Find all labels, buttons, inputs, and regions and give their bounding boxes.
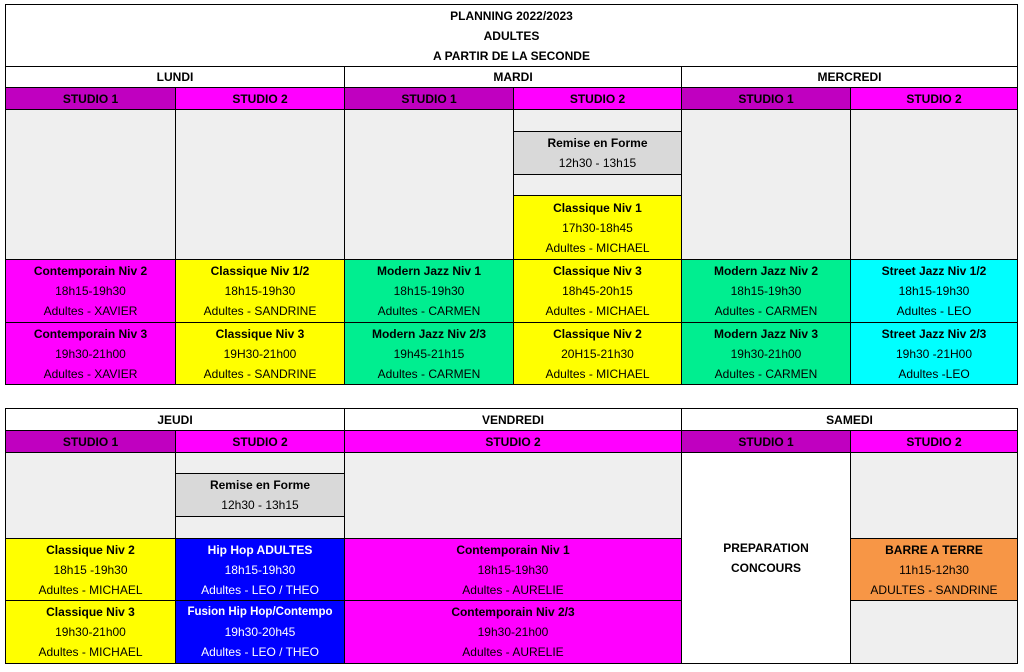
mardi-studio-2: STUDIO 2: [513, 87, 682, 110]
class-time: 19h30-21h00: [477, 625, 549, 639]
day-lundi: LUNDI: [5, 66, 345, 88]
title-line-1: PLANNING 2022/2023: [450, 8, 573, 23]
class-block: [5, 538, 176, 601]
class-block: [850, 322, 1018, 385]
class-title: Classique Niv 3: [553, 264, 642, 278]
class-block: [850, 259, 1018, 323]
class-title: Fusion Hip Hop/Contempo: [187, 606, 333, 618]
class-title: Remise en Forme: [547, 136, 648, 150]
class-block: [175, 538, 345, 601]
empty-slot: [344, 452, 682, 539]
mardi-studio-1: STUDIO 1: [344, 87, 514, 110]
class-time: 18h15-19h30: [224, 562, 296, 577]
class-block: [344, 538, 682, 601]
mercredi-studio-2: STUDIO 2: [850, 87, 1018, 110]
class-teacher: Adultes - XAVIER: [43, 366, 138, 381]
vendredi-studio-2: STUDIO 2: [344, 430, 682, 453]
jeudi-studio-1: STUDIO 1: [5, 430, 176, 453]
class-title: Classique Niv 2: [46, 542, 135, 557]
empty-slot: [850, 109, 1018, 260]
empty-slot: [850, 452, 1018, 539]
class-time: 12h30 - 13h15: [558, 156, 637, 170]
class-title: Contemporain Niv 3: [33, 326, 148, 341]
class-time: 19h30-20h45: [224, 625, 296, 639]
class-block: [681, 452, 851, 664]
class-title: Contemporain Niv 2: [33, 264, 148, 278]
samedi-studio-2: STUDIO 2: [850, 430, 1018, 453]
class-block: [513, 131, 682, 175]
class-title: Classique Niv 1: [553, 200, 642, 215]
class-block: [175, 473, 345, 517]
class-time: 17h30-18h45: [562, 220, 633, 235]
empty-slot: [513, 109, 682, 132]
class-title: Classique Niv 2: [553, 326, 642, 341]
class-teacher: Adultes - MICHAEL: [545, 304, 650, 318]
class-title: Street Jazz Niv 1/2: [881, 264, 987, 278]
class-block: [175, 322, 345, 385]
class-title: Contemporain Niv 1: [456, 542, 570, 557]
class-title: Modern Jazz Niv 2: [713, 264, 819, 278]
class-title-line-1: PREPARATION: [723, 541, 809, 555]
class-time: 19h45-21h15: [393, 346, 465, 361]
empty-slot: [175, 452, 345, 474]
class-teacher: Adultes - LEO: [896, 304, 972, 318]
class-title: Modern Jazz Niv 2/3: [371, 326, 487, 341]
empty-slot: [175, 516, 345, 539]
class-title-line-2: CONCOURS: [730, 561, 801, 575]
class-title: BARRE A TERRE: [885, 542, 983, 557]
planning-title: [5, 4, 1018, 67]
empty-slot: [5, 452, 176, 539]
class-teacher: Adultes - CARMEN: [714, 366, 818, 381]
class-title: Remise en Forme: [209, 478, 311, 492]
class-time: 12h30 - 13h15: [221, 498, 299, 512]
class-block: [344, 322, 514, 385]
class-teacher: Adultes - MICHAEL: [38, 582, 143, 597]
day-vendredi: VENDREDI: [344, 408, 682, 431]
jeudi-studio-2: STUDIO 2: [175, 430, 345, 453]
class-time: 18h15-19h30: [477, 562, 549, 577]
empty-slot: [513, 174, 682, 196]
samedi-studio-1: STUDIO 1: [681, 430, 851, 453]
class-block: [513, 195, 682, 260]
class-block: [5, 322, 176, 385]
class-teacher: Adultes - MICHAEL: [545, 240, 650, 255]
class-block: [513, 259, 682, 323]
class-time: 18h15-19h30: [55, 284, 126, 298]
class-teacher: ADULTES - SANDRINE: [870, 582, 998, 597]
class-block: [681, 259, 851, 323]
class-teacher: Adultes - CARMEN: [377, 366, 481, 381]
class-block: [344, 259, 514, 323]
day-jeudi: JEUDI: [5, 408, 345, 431]
class-teacher: Adultes - CARMEN: [377, 304, 481, 318]
title-line-3: A PARTIR DE LA SECONDE: [433, 48, 590, 63]
class-title: Modern Jazz Niv 3: [713, 326, 819, 341]
class-teacher: Adultes - AURELIE: [462, 645, 564, 659]
day-mercredi: MERCREDI: [681, 66, 1018, 88]
class-teacher: Adultes - MICHAEL: [545, 366, 650, 381]
class-title: Modern Jazz Niv 1: [376, 264, 482, 278]
day-samedi: SAMEDI: [681, 408, 1018, 431]
class-time: 20H15-21h30: [561, 346, 634, 361]
class-time: 18h15-19h30: [730, 284, 802, 298]
day-mardi: MARDI: [344, 66, 682, 88]
class-block: [681, 322, 851, 385]
class-block: [850, 538, 1018, 601]
class-block: [175, 600, 345, 664]
class-teacher: Adultes - LEO / THEO: [201, 645, 319, 659]
empty-slot: [5, 109, 176, 260]
class-block: [344, 600, 682, 664]
class-teacher: Adultes - AURELIE: [462, 582, 564, 597]
class-time: 18h15-19h30: [393, 284, 465, 298]
class-time: 19h30-21h00: [55, 625, 126, 639]
class-teacher: Adultes - SANDRINE: [203, 366, 317, 381]
class-title: Hip Hop ADULTES: [207, 542, 313, 557]
class-block: [5, 259, 176, 323]
class-title: Street Jazz Niv 2/3: [881, 326, 987, 341]
class-teacher: Adultes - CARMEN: [714, 304, 818, 318]
class-time: 18h15-19h30: [898, 284, 970, 298]
class-teacher: Adultes - XAVIER: [43, 304, 138, 318]
lundi-studio-2: STUDIO 2: [175, 87, 345, 110]
class-block: [513, 322, 682, 385]
empty-slot: [175, 109, 345, 260]
class-title: Classique Niv 3: [215, 326, 305, 341]
class-title: Classique Niv 1/2: [210, 264, 310, 278]
class-time: 19h30-21h00: [55, 346, 126, 361]
class-teacher: Adultes -LEO: [898, 366, 970, 381]
class-teacher: Adultes - MICHAEL: [38, 645, 143, 659]
class-time: 19h30 -21H00: [895, 346, 973, 361]
class-time: 18h15-19h30: [224, 284, 296, 298]
empty-slot: [850, 600, 1018, 664]
class-time: 11h15-12h30: [899, 562, 969, 577]
class-title: Classique Niv 3: [46, 605, 135, 619]
class-time: 18h15 -19h30: [53, 562, 128, 577]
title-line-2: ADULTES: [483, 28, 540, 43]
empty-slot: [344, 109, 514, 260]
class-teacher: Adultes - SANDRINE: [203, 304, 317, 318]
lundi-studio-1: STUDIO 1: [5, 87, 176, 110]
mercredi-studio-1: STUDIO 1: [681, 87, 851, 110]
class-time: 18h45-20h15: [562, 284, 633, 298]
class-teacher: Adultes - LEO / THEO: [201, 582, 319, 597]
class-block: [5, 600, 176, 664]
class-time: 19H30-21h00: [223, 346, 297, 361]
empty-slot: [681, 109, 851, 260]
class-title: Contemporain Niv 2/3: [451, 605, 575, 619]
class-block: [175, 259, 345, 323]
class-time: 19h30-21h00: [730, 346, 802, 361]
